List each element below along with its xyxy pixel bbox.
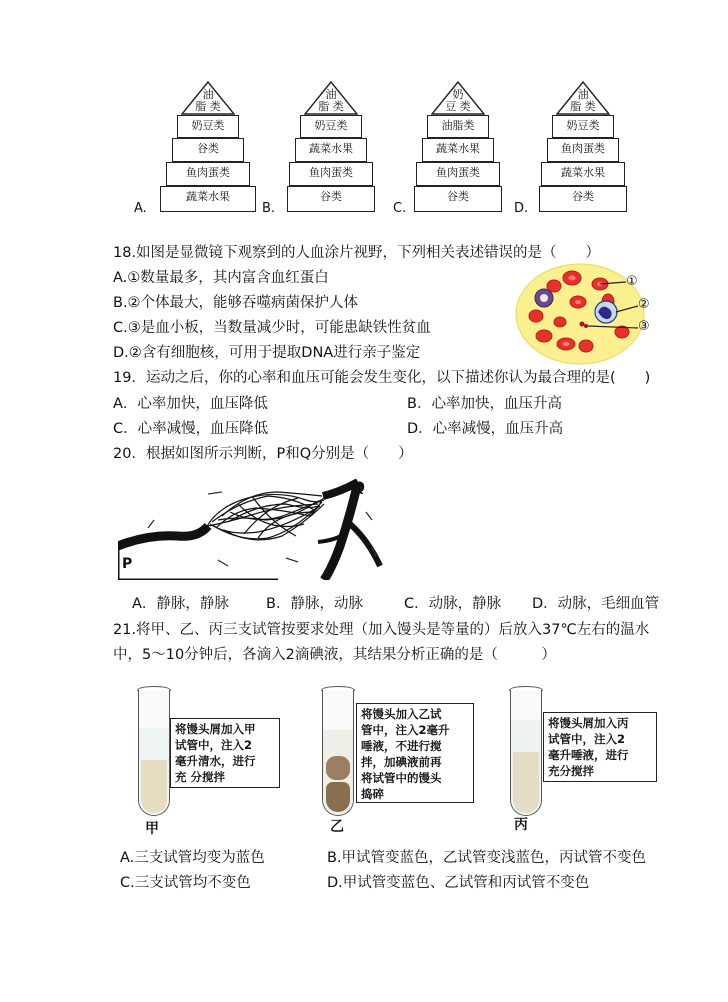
pyramid-option-letter: A. [134,201,147,216]
pyramid-top-label: 奶 豆 类 [445,88,471,113]
pyramid-top-label: 油 脂 类 [570,88,596,113]
tube-name: 甲 [145,821,159,837]
option-c: C.③是血小板，当数量减少时，可能患缺铁性贫血 [113,320,431,336]
option-a: A.三支试管均变为蓝色 [120,850,265,866]
option-b: B．心率加快，血压升高 [407,396,562,412]
pyramid-level-2: 谷类 [172,138,244,162]
pyramid-level-3: 鱼肉蛋类 [416,162,500,186]
pyramid-level-4: 谷类 [414,186,502,212]
option-a: A．静脉，静脉 [132,596,229,612]
option-b: B．静脉，动脉 [266,596,363,612]
question-stem-line-2: 中，5～10分钟后，各滴入2滴碘液，其结果分析正确的是（ ） [113,647,556,663]
option-a: A．心率加快，血压降低 [113,396,268,412]
option-d: D.甲试管变蓝色、乙试管和丙试管不变色 [327,875,590,891]
question-stem: 20．根据如图所示判断，P和Q分别是（ ） [113,446,413,462]
pyramid-option-letter: C. [393,201,407,216]
pyramid-level-4: 谷类 [539,186,627,212]
pyramid-top-label: 油 脂 类 [195,88,221,113]
option-d: D．心率减慢，血压升高 [407,421,564,437]
option-c: C．心率减慢，血压降低 [113,421,269,437]
pyramid-level-1: 奶豆类 [552,115,614,138]
pyramid-option-letter: D. [514,201,529,216]
option-a: A.①数量最多，其内富含血红蛋白 [113,270,329,286]
pyramid-level-2: 蔬菜水果 [295,138,367,162]
pyramid-level-4: 蔬菜水果 [160,186,256,212]
pyramid-level-1: 奶豆类 [300,115,362,138]
tube-name: 丙 [514,817,528,833]
marker-1: ① [626,274,638,289]
option-b: B.甲试管变蓝色，乙试管变浅蓝色，丙试管不变色 [327,850,647,866]
label-p: P [122,556,133,572]
question-stem: 18.如图是显微镜下观察到的人血涂片视野，下列相关表述错误的是（ ） [113,245,601,261]
tube-instruction-label: 将馒头屑加入丙 试管中，注入2 毫升唾液，进行 充分搅拌 [543,712,657,782]
tube-body [510,690,542,816]
tube-instruction-label: 将馒头屑加入甲 试管中，注入2 毫升清水，进行 充 分搅拌 [170,718,280,788]
pyramid-level-3: 鱼肉蛋类 [166,162,250,186]
pyramid-level-4: 谷类 [287,186,375,212]
marker-3: ③ [638,319,650,334]
marker-2: ② [638,297,650,312]
label-q: Q [353,480,365,496]
tube-body [138,690,170,816]
tube-name: 乙 [330,819,344,835]
pyramid-option-letter: B. [262,201,276,216]
pyramid-level-2: 蔬菜水果 [422,138,494,162]
option-c: C.三支试管均不变色 [120,875,251,891]
option-c: C．动脉，静脉 [404,596,502,612]
blood-smear-illustration [514,262,684,366]
pyramid-level-2: 鱼肉蛋类 [547,138,619,162]
pyramid-level-1: 油脂类 [427,115,489,138]
question-stem-line-1: 21.将甲、乙、丙三支试管按要求处理（加入馒头是等量的）后放入37℃左右的温水 [113,622,650,638]
question-stem: 19．运动之后，你的心率和血压可能会发生变化，以下描述你认为最合理的是( ) [113,370,651,386]
pyramid-top-label: 油 脂 类 [318,88,344,113]
option-b: B.②个体最大，能够吞噬病菌保护人体 [113,295,359,311]
pyramid-level-3: 鱼肉蛋类 [289,162,373,186]
pyramid-level-1: 奶豆类 [177,115,239,138]
option-d: D.②含有细胞核，可用于提取DNA进行亲子鉴定 [113,345,421,361]
pyramid-level-3: 蔬菜水果 [541,162,625,186]
tube-body [322,690,354,816]
tube-instruction-label: 将馒头加入乙试 管中，注入2毫升 唾液，不进行搅 拌，加碘液前再 将试管中的馒头 捣碎 [356,703,474,803]
option-d: D．动脉，毛细血管 [532,596,660,612]
